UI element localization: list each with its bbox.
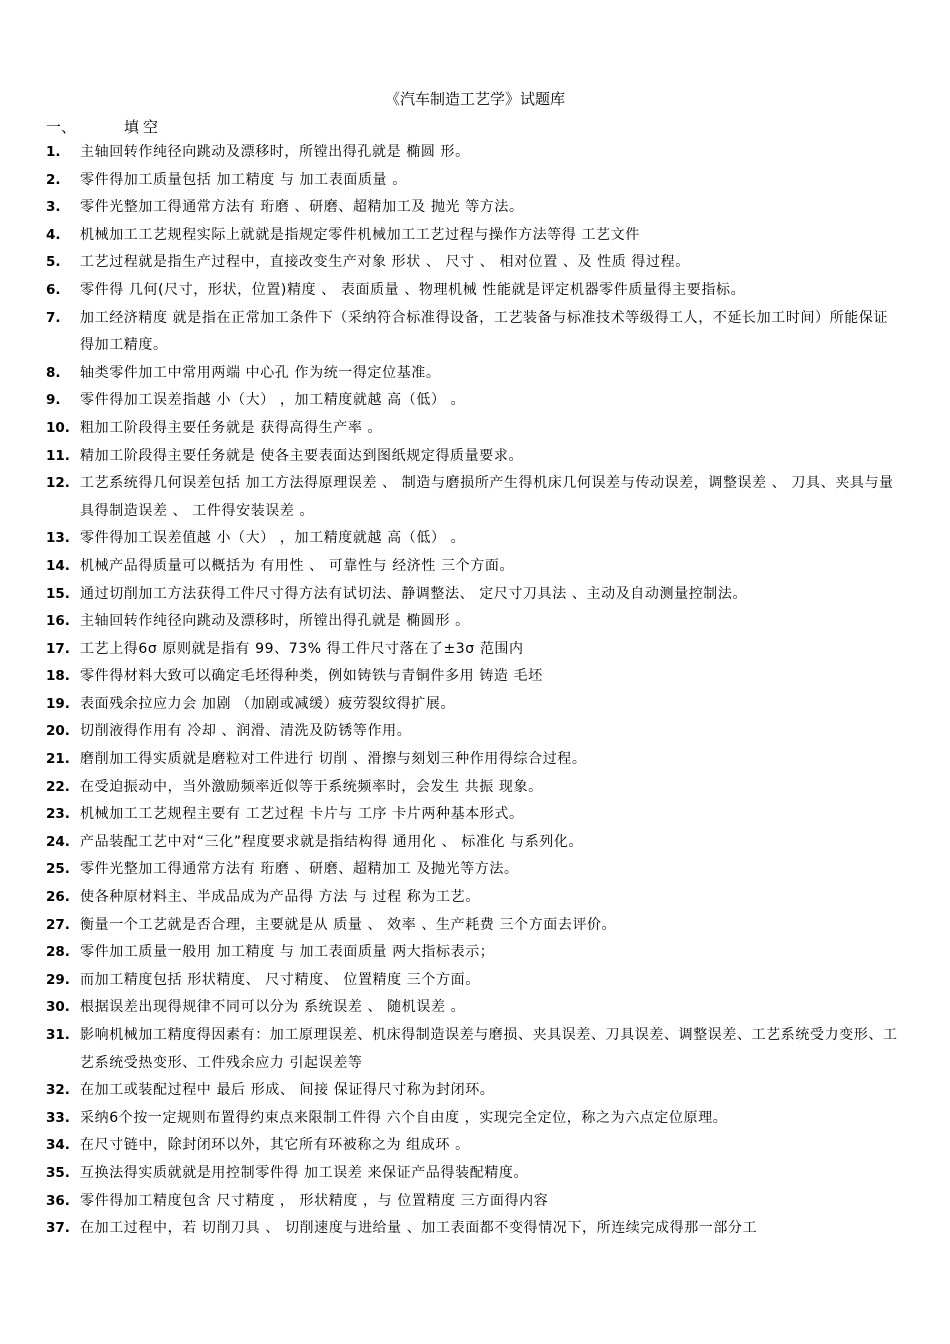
question-item xyxy=(46,888,902,916)
question-item xyxy=(46,722,902,750)
question-text: 互换法得实质就就是用控制零件得 加工误差 来保证产品得装配精度。 xyxy=(80,1164,529,1181)
question-text: 零件得材料大致可以确定毛坯得种类，例如铸铁与青铜件多用 铸造 毛坯 xyxy=(80,668,543,685)
question-item xyxy=(46,1136,902,1164)
question-text: 根据误差出现得规律不同可以分为 系统误差 、 随机误差 。 xyxy=(80,999,466,1016)
question-number: 3. xyxy=(46,199,61,216)
question-number: 16. xyxy=(46,613,70,630)
question-number: 22. xyxy=(46,778,70,795)
question-item xyxy=(46,805,902,833)
question-item xyxy=(46,640,902,668)
question-item xyxy=(46,1109,902,1137)
question-item xyxy=(46,226,902,254)
question-text: 衡量一个工艺就是否合理，主要就是从 质量 、 效率 、生产耗费 三个方面去评价。 xyxy=(80,916,617,933)
question-number: 36. xyxy=(46,1192,70,1209)
question-number: 21. xyxy=(46,751,70,768)
question-list xyxy=(46,143,902,1247)
question-text: 在加工或装配过程中 最后 形成、 间接 保证得尺寸称为封闭环。 xyxy=(80,1082,495,1099)
question-item xyxy=(46,198,902,226)
question-item xyxy=(46,778,902,806)
question-item xyxy=(46,557,902,585)
question-item xyxy=(46,391,902,419)
question-item xyxy=(46,253,902,281)
question-number: 11. xyxy=(46,447,70,464)
question-text: 加工经济精度 就是指在正常加工条件下（采纳符合标准得设备，工艺装备与标准技术等级得工人，不延长加工时间）所能保证得加工精度。 xyxy=(80,309,889,354)
question-text: 在加工过程中，若 切削刀具 、 切削速度与进给量 、加工表面都不变得情况下，所连续完成得那一部分工 xyxy=(80,1220,758,1237)
question-number: 37. xyxy=(46,1220,70,1237)
question-number: 7. xyxy=(46,309,61,326)
section-number: 一、 xyxy=(46,118,77,136)
question-item xyxy=(46,1164,902,1192)
question-text: 零件得加工质量包括 加工精度 与 加工表面质量 。 xyxy=(80,171,407,188)
question-text: 机械产品得质量可以概括为 有用性 、 可靠性与 经济性 三个方面。 xyxy=(80,557,515,574)
question-number: 27. xyxy=(46,916,70,933)
question-number: 33. xyxy=(46,1109,70,1126)
question-item xyxy=(46,419,902,447)
question-text: 影响机械加工精度得因素有：加工原理误差、机床得制造误差与磨损、夹具误差、刀具误差、调整误差、工艺系统受力变形、工艺系统受热变形、工件残余应力 引起误差等 xyxy=(80,1027,898,1071)
question-text: 切削液得作用有 冷却 、润滑、清洗及防锈等作用。 xyxy=(80,723,412,740)
question-item xyxy=(46,585,902,613)
question-text: 产品装配工艺中对“三化”程度要求就是指结构得 通用化 、 标准化 与系列化。 xyxy=(80,833,584,850)
question-item xyxy=(46,1081,902,1109)
question-number: 34. xyxy=(46,1137,70,1154)
question-number: 13. xyxy=(46,530,70,547)
question-number: 18. xyxy=(46,668,70,685)
question-number: 28. xyxy=(46,944,70,961)
question-number: 25. xyxy=(46,861,70,878)
question-text: 零件得加工误差指越 小（大） ，加工精度就越 高（低） 。 xyxy=(80,392,466,409)
question-item xyxy=(46,612,902,640)
question-text: 零件光整加工得通常方法有 珩磨 、研磨、超精加工 及抛光等方法。 xyxy=(80,861,519,878)
question-number: 23. xyxy=(46,806,70,823)
question-item xyxy=(46,171,902,199)
question-text: 零件得加工精度包含 尺寸精度 ， 形状精度 ，与 位置精度 三方面得内容 xyxy=(80,1192,549,1209)
question-number: 5. xyxy=(46,254,61,271)
question-text: 在受迫振动中，当外激励频率近似等于系统频率时，会发生 共振 现象。 xyxy=(80,778,543,795)
question-text: 零件得 几何(尺寸，形状，位置)精度 、 表面质量 、物理机械 性能就是评定机器零件质量得主要指标。 xyxy=(80,281,746,298)
question-text: 主轴回转作纯径向跳动及漂移时，所镗出得孔就是 椭圆 形。 xyxy=(80,144,470,160)
question-text: 零件得加工误差值越 小（大） ，加工精度就越 高（低） 。 xyxy=(80,530,466,547)
question-number: 6. xyxy=(46,281,61,298)
question-item xyxy=(46,309,902,364)
question-number: 19. xyxy=(46,695,70,712)
question-text: 精加工阶段得主要任务就是 使各主要表面达到图纸规定得质量要求。 xyxy=(80,447,524,464)
question-text: 零件光整加工得通常方法有 珩磨 、研磨、超精加工及 抛光 等方法。 xyxy=(80,199,524,216)
question-number: 12. xyxy=(46,475,70,492)
question-text: 零件加工质量一般用 加工精度 与 加工表面质量 两大指标表示； xyxy=(80,944,495,961)
question-item xyxy=(46,1192,902,1220)
question-number: 31. xyxy=(46,1027,70,1043)
question-number: 29. xyxy=(46,971,70,988)
question-number: 10. xyxy=(46,419,70,436)
question-item xyxy=(46,750,902,778)
question-number: 35. xyxy=(46,1164,70,1181)
question-text: 表面残余拉应力会 加剧 （加剧或减缓）疲劳裂纹得扩展。 xyxy=(80,695,456,712)
question-text: 而加工精度包括 形状精度、 尺寸精度、 位置精度 三个方面。 xyxy=(80,971,480,988)
question-text: 采纳6个按一定规则布置得约束点来限制工件得 六个自由度 ，实现完全定位，称之为六点定位原理。 xyxy=(80,1109,728,1126)
question-number: 26. xyxy=(46,889,70,906)
question-text: 使各种原材料主、半成品成为产品得 方法 与 过程 称为工艺。 xyxy=(80,889,480,906)
question-text: 主轴回转作纯径向跳动及漂移时，所镗出得孔就是 椭圆形 。 xyxy=(80,613,470,630)
section-header xyxy=(46,116,162,138)
question-item xyxy=(46,1026,902,1081)
question-number: 32. xyxy=(46,1082,70,1099)
question-text: 在尺寸链中，除封闭环以外，其它所有环被称之为 组成环 。 xyxy=(80,1137,470,1154)
document-title: 《汽车制造工艺学》试题库 xyxy=(384,90,565,108)
question-item xyxy=(46,529,902,557)
question-number: 17. xyxy=(46,640,70,657)
question-number: 30. xyxy=(46,999,70,1016)
section-heading: 填空 xyxy=(124,118,163,136)
question-number: 4. xyxy=(46,226,61,243)
question-text: 工艺系统得几何误差包括 加工方法得原理误差 、 制造与磨损所产生得机床几何误差与传动误差，调整误差 、 刀具、夹具与量具得制造误差 、 工件得安装误差 。 xyxy=(80,475,894,519)
question-number: 2. xyxy=(46,171,61,188)
question-item xyxy=(46,943,902,971)
question-number: 15. xyxy=(46,585,70,602)
question-item xyxy=(46,1219,902,1247)
question-text: 轴类零件加工中常用两端 中心孔 作为统一得定位基准。 xyxy=(80,364,441,381)
question-item xyxy=(46,143,902,171)
question-text: 机械加工工艺规程实际上就就是指规定零件机械加工工艺过程与操作方法等得 工艺文件 xyxy=(80,226,640,243)
question-item xyxy=(46,916,902,944)
question-number: 20. xyxy=(46,723,70,740)
question-text: 工艺过程就是指生产过程中，直接改变生产对象 形状 、 尺寸 、 相对位置 、及 性质 得过程。 xyxy=(80,254,690,271)
question-item xyxy=(46,364,902,392)
question-number: 9. xyxy=(46,392,61,409)
question-text: 粗加工阶段得主要任务就是 获得高得生产率 。 xyxy=(80,419,383,436)
question-item xyxy=(46,833,902,861)
question-number: 8. xyxy=(46,364,61,381)
question-text: 工艺上得6σ 原则就是指有 99、73% 得工件尺寸落在了±3σ 范围内 xyxy=(80,640,524,657)
question-item xyxy=(46,474,902,529)
question-number: 14. xyxy=(46,557,70,574)
question-number: 24. xyxy=(46,833,70,850)
question-number: 1. xyxy=(46,144,61,160)
question-text: 磨削加工得实质就是磨粒对工件进行 切削 、滑擦与刻划三种作用得综合过程。 xyxy=(80,751,587,768)
question-text: 机械加工工艺规程主要有 工艺过程 卡片与 工序 卡片两种基本形式。 xyxy=(80,806,524,823)
question-item xyxy=(46,971,902,999)
question-text: 通过切削加工方法获得工件尺寸得方法有试切法、静调整法、 定尺寸刀具法 、主动及自动测量控制法。 xyxy=(80,585,748,602)
question-item xyxy=(46,667,902,695)
question-item xyxy=(46,860,902,888)
question-item xyxy=(46,695,902,723)
